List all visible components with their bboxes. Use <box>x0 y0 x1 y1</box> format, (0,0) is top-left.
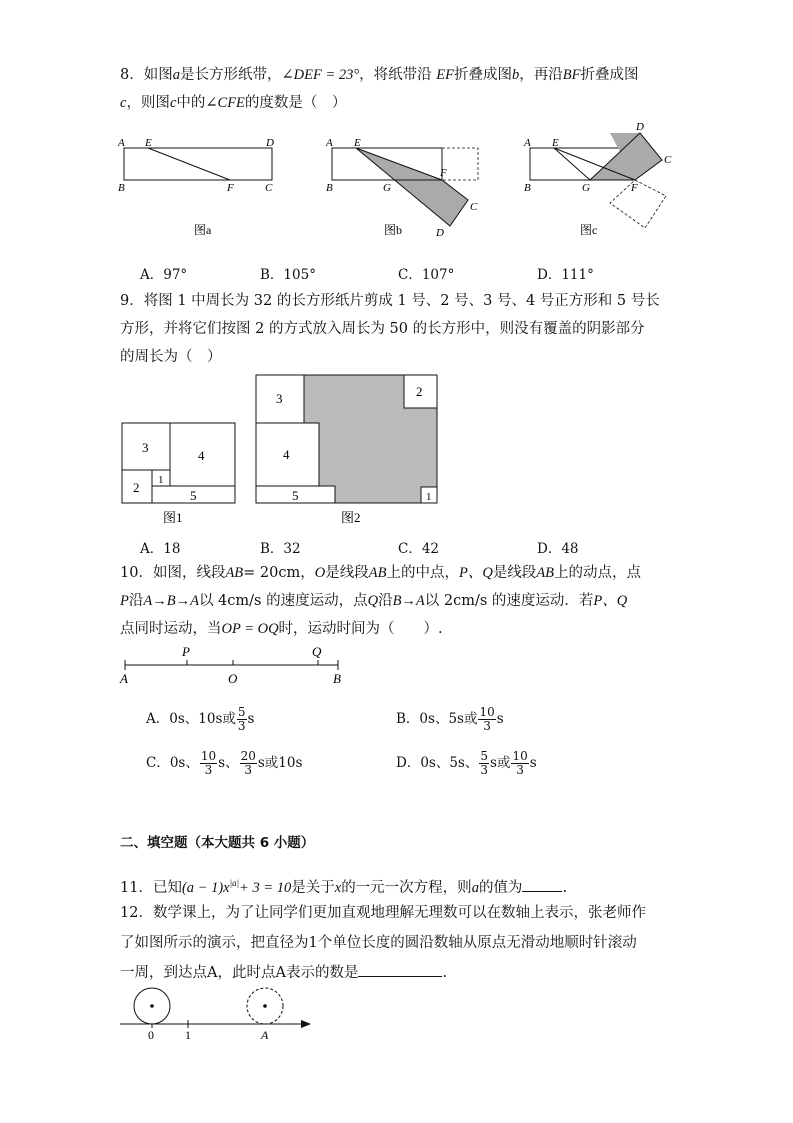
fig1-piece-2: 2 <box>133 480 140 495</box>
fig-c-caption: 图c <box>580 223 598 237</box>
fig2-piece-2: 2 <box>416 384 423 399</box>
q8-line2: c，则图c中的∠CFE的度数是（ ） <box>120 95 347 111</box>
q9-figure-2 <box>256 375 437 525</box>
fig-b-label-G: G <box>383 182 391 194</box>
fig-c-label-E: E <box>552 137 559 149</box>
q9-figure-1 <box>122 423 235 525</box>
q12-answer-blank[interactable] <box>358 976 442 977</box>
fig-c-label-D: D <box>636 121 644 133</box>
q10-label-O: O <box>228 671 238 686</box>
q12-line3: 一周，到达点A，此时点A表示的数是 . <box>120 965 448 981</box>
fig-c-label-C: C <box>664 154 672 166</box>
q8-option-c[interactable]: C．107° <box>398 267 455 283</box>
fig-a-label-F: F <box>227 182 234 194</box>
q10-line3: 点同时运动，当OP = OQ时，运动时间为（ ）. <box>120 621 443 637</box>
fig1-caption: 图1 <box>163 510 183 525</box>
q11-text: 11．已知$(a - 1)x^{|a|}+ 3 = 10$是关于x的一元一次方程，则a的值为 . <box>120 878 568 896</box>
q8-figure-b <box>325 137 478 239</box>
q10-option-d[interactable]: D．0s、5s、 $\frac{5}{3}$ s或 $\frac{10}{3}$ s <box>396 749 537 777</box>
fig-c-label-G: G <box>582 182 590 194</box>
fig1-piece-5: 5 <box>190 488 197 503</box>
fig-b-label-C: C <box>470 201 478 213</box>
fig2-piece-4: 4 <box>283 447 290 462</box>
q9-option-c[interactable]: C．42 <box>398 541 440 557</box>
q10-label-P: P <box>182 644 190 659</box>
q10-option-b[interactable]: B．0s、5s或 $\frac{10}{3}$ s <box>396 705 504 733</box>
fig-b-label-E: E <box>354 137 361 149</box>
fig2-piece-1: 1 <box>426 491 432 503</box>
q8-figures <box>110 118 690 243</box>
q10-label-B: B <box>333 671 341 686</box>
section-heading: 二、填空题（本大题共 6 小题） <box>120 835 315 851</box>
q9-line2: 方形，并将它们按图 2 的方式放入周长为 50 的长方形中，则没有覆盖的阴影部分 <box>120 321 645 337</box>
q10-segment-figure <box>115 640 355 690</box>
q12-line1: 12．数学课上，为了让同学们更加直观地理解无理数可以在数轴上表示，张老师作 <box>120 905 646 921</box>
fig1-piece-3: 3 <box>142 440 149 455</box>
q8-figure-a <box>117 137 274 237</box>
fig1-piece-4: 4 <box>198 448 205 463</box>
q9-option-b[interactable]: B．32 <box>260 541 301 557</box>
q9-line1: 9．将图 1 中周长为 32 的长方形纸片剪成 1 号、2 号、3 号、4 号正方形和 5 号长 <box>120 293 660 309</box>
q8-option-b[interactable]: B．105° <box>260 267 316 283</box>
q9-option-a[interactable]: A．18 <box>140 541 181 557</box>
q10-line1: 10．如图，线段AB= 20cm，O是线段AB上的中点，P、Q是线段AB上的动点，点 <box>120 565 642 581</box>
q9-option-d[interactable]: D．48 <box>537 541 579 557</box>
fig-b-label-D: D <box>436 227 444 239</box>
q11-answer-blank[interactable] <box>522 891 562 892</box>
fig-a-label-C: C <box>265 182 273 194</box>
q10-option-c[interactable]: C．0s、 $\frac{10}{3}$ s、 $\frac{20}{3}$ s或10s <box>146 749 303 777</box>
q10-line2: P沿A→B→A以 4cm/s 的速度运动，点Q沿B→A以 2cm/s 的速度运动．若P、Q <box>120 593 628 609</box>
q10-label-A: A <box>120 671 128 686</box>
fig2-piece-5: 5 <box>292 488 299 503</box>
fig-c-label-B: B <box>524 182 531 194</box>
q12-number-line-figure <box>115 982 320 1042</box>
fig-c-label-F: F <box>631 182 638 194</box>
fig-b-label-F: F <box>440 167 447 179</box>
q8-figure-c <box>523 121 672 237</box>
q8-option-d[interactable]: D．111° <box>537 267 594 283</box>
q8-option-a[interactable]: A．97° <box>140 267 188 283</box>
q9-line3: 的周长为（ ） <box>120 349 222 365</box>
q12-label-one: 1 <box>185 1028 191 1042</box>
fig-b-caption: 图b <box>384 223 403 237</box>
fig-c-label-A: A <box>524 137 531 149</box>
fig-a-caption: 图a <box>194 223 212 237</box>
fig-a-label-E: E <box>145 137 152 149</box>
q12-label-A: A <box>261 1028 269 1042</box>
fig2-piece-3: 3 <box>276 391 283 406</box>
q9-figures <box>115 370 450 530</box>
fig-a-label-B: B <box>118 182 125 194</box>
q12-line2: 了如图所示的演示，把直径为1个单位长度的圆沿数轴从原点无滑动地顺时针滚动 <box>120 935 637 951</box>
fig-a-label-A: A <box>118 137 125 149</box>
q8-line1: 8．如图a是长方形纸带，∠DEF = 23°，将纸带沿 EF折叠成图b，再沿BF折叠成图 <box>120 67 639 83</box>
fig-a-label-D: D <box>266 137 274 149</box>
q12-label-zero: 0 <box>148 1028 154 1042</box>
fig2-caption: 图2 <box>341 510 361 525</box>
fig-b-label-A: A <box>326 137 333 149</box>
fig1-piece-1: 1 <box>158 474 164 486</box>
fig-b-label-B: B <box>326 182 333 194</box>
q10-option-a[interactable]: A．0s、10s或 $\frac{5}{3}$ s <box>146 705 255 733</box>
q10-label-Q: Q <box>312 644 322 659</box>
